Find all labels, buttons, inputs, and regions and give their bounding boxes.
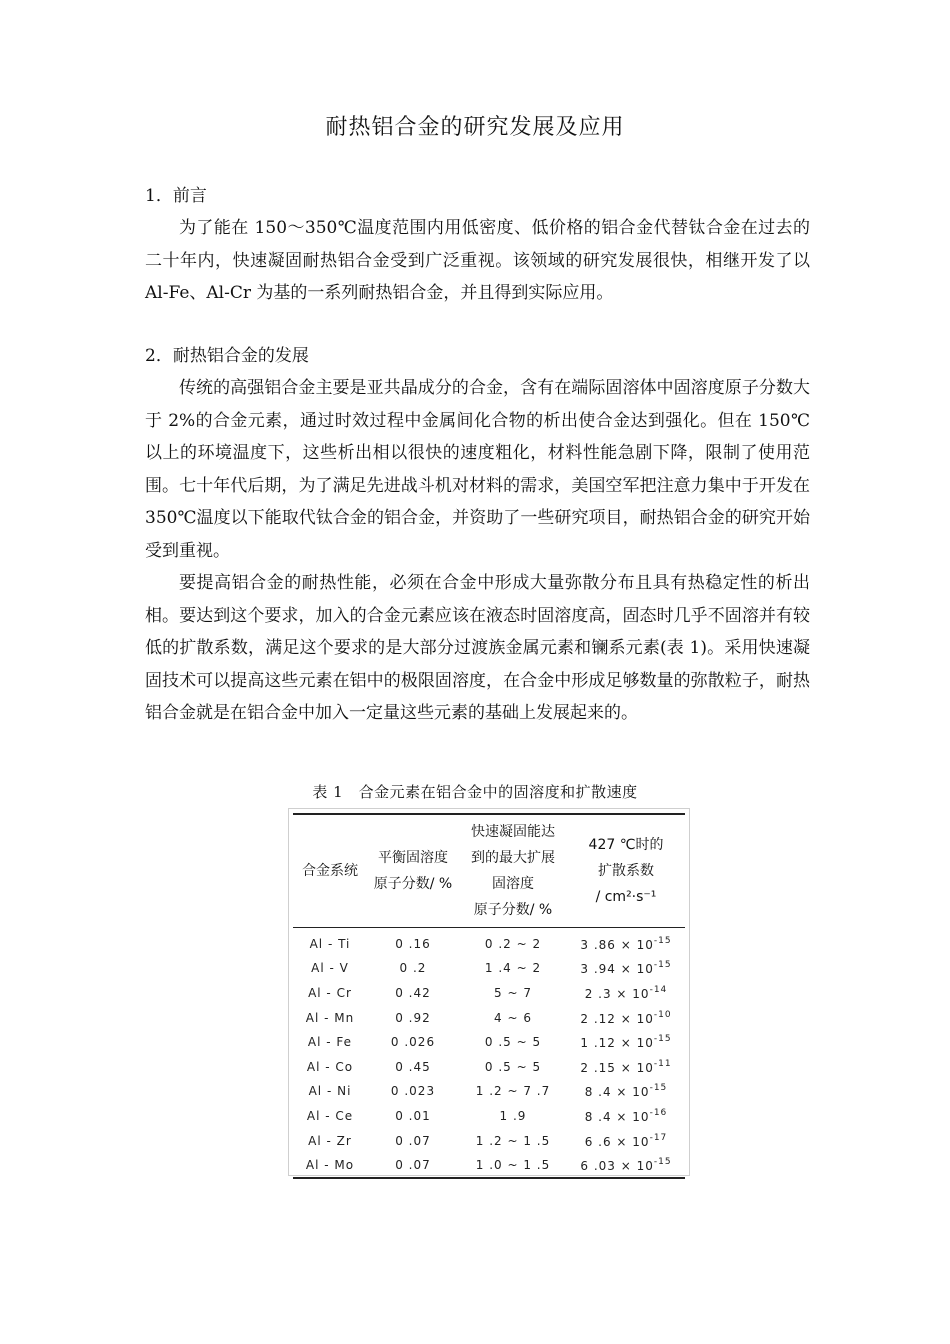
cell-diffusion xyxy=(567,1054,685,1079)
cell-system: Al - Fe xyxy=(307,1035,353,1050)
document-title: 耐热铝合金的研究发展及应用 xyxy=(325,115,625,140)
cell-rapid: 1 .9 xyxy=(499,1108,527,1123)
diffusion-exponent: -14 xyxy=(649,984,668,995)
cell-system: Al - Zr xyxy=(308,1133,352,1148)
cell-system: Al - Ni xyxy=(308,1084,352,1099)
cell-equilibrium: 0 .023 xyxy=(390,1084,436,1099)
cell-system: Al - Mo xyxy=(305,1158,355,1173)
cell-system: Al - Ce xyxy=(306,1108,354,1123)
cell-equilibrium: 0 .92 xyxy=(395,1010,431,1025)
cell-rapid: 0 .2 ~ 2 xyxy=(484,936,542,951)
cell-rapid: 5 ~ 7 xyxy=(494,985,532,1000)
cell-system: Al - Co xyxy=(306,1059,354,1074)
cell-system: Al - Ti xyxy=(309,936,351,951)
cell-equilibrium: 0 .07 xyxy=(395,1133,431,1148)
cell-rapid: 0 .5 ~ 5 xyxy=(484,1059,542,1074)
paragraph: 要提高铝合金的耐热性能，必须在合金中形成大量弥散分布且具有热稳定性的析出相。要达到这个要求，加入的合金元素应该在液态时固溶度高，固态时几乎不固溶并有较低的扩散系数，满足这个要求的是大部分过渡族金属元素和镧系元素(表 1)。采用快速凝固技术可以提高这些元素在铝中的极限固溶度，在合金中形成足够数量的弥散粒子，耐热铝合金就是在铝合金中加入一定量这些元素的基础上发展起来的。 xyxy=(145,573,810,723)
cell-diffusion xyxy=(567,981,685,1006)
header-text: 固溶度 xyxy=(492,875,534,892)
diffusion-mantissa: 6 .6 × 10 xyxy=(584,1134,650,1149)
header-text: 合金系统 xyxy=(302,862,358,879)
cell-diffusion xyxy=(567,956,685,981)
section-development xyxy=(145,340,810,730)
table-row xyxy=(293,981,685,1006)
diffusion-mantissa: 3 .86 × 10 xyxy=(580,937,654,952)
cell-rapid: 1 .4 ~ 2 xyxy=(484,961,542,976)
cell-equilibrium: 0 .45 xyxy=(395,1059,431,1074)
cell-rapid: 4 ~ 6 xyxy=(494,1010,532,1025)
cell-system: Al - V xyxy=(311,961,349,976)
table-row xyxy=(293,1054,685,1079)
header-alloy-system xyxy=(293,814,367,927)
diffusion-exponent: -17 xyxy=(649,1132,668,1143)
cell-rapid: 0 .5 ~ 5 xyxy=(484,1035,542,1050)
table-caption: 表 1 合金元素在铝合金中的固溶度和扩散速度 xyxy=(312,783,638,801)
table-row xyxy=(293,1128,685,1153)
cell-equilibrium: 0 .01 xyxy=(395,1108,431,1123)
cell-rapid: 1 .2 ~ 7 .7 xyxy=(475,1084,551,1099)
header-equilibrium-solubility xyxy=(367,814,459,927)
diffusion-exponent: -15 xyxy=(649,1083,668,1094)
table-header-row xyxy=(293,814,685,927)
diffusion-exponent: -16 xyxy=(649,1107,668,1118)
diffusion-mantissa: 2 .3 × 10 xyxy=(584,986,650,1001)
header-rapid-solidification xyxy=(459,814,567,927)
section-introduction xyxy=(145,180,810,310)
table-row xyxy=(293,1005,685,1030)
table-frame xyxy=(288,808,690,1176)
cell-system: Al - Mn xyxy=(305,1010,355,1025)
diffusion-exponent: -15 xyxy=(653,960,672,971)
cell-equilibrium: 0 .2 xyxy=(399,961,427,976)
header-text: / cm²·s⁻¹ xyxy=(595,888,657,905)
header-text: 快速凝固能达 xyxy=(471,823,555,840)
paragraph: 传统的高强铝合金主要是亚共晶成分的合金，含有在端际固溶体中固溶度原子分数大于 2%的合金元素，通过时效过程中金属间化合物的析出使合金达到强化。但在 150℃以上的环境温度下，这些析出相以很快的速度粗化，材料性能急剧下降，限制了使用范围。七十年代后期，为了满足先进战斗机对材料的需求，美国空军把注意力集中于开发在 350℃温度以下能取代钛合金的铝合金，并资助了一些研究项目，耐热铝合金的研究开始受到重视。 xyxy=(145,378,810,561)
cell-rapid: 1 .2 ~ 1 .5 xyxy=(475,1133,551,1148)
diffusion-mantissa: 1 .12 × 10 xyxy=(580,1036,654,1051)
table-row xyxy=(293,927,685,956)
table-row xyxy=(293,956,685,981)
diffusion-exponent: -15 xyxy=(653,935,672,946)
diffusion-mantissa: 2 .12 × 10 xyxy=(580,1011,654,1026)
header-diffusion-coefficient xyxy=(567,814,685,927)
cell-rapid: 1 .0 ~ 1 .5 xyxy=(475,1158,551,1173)
cell-equilibrium: 0 .026 xyxy=(390,1035,436,1050)
table-row xyxy=(293,1030,685,1055)
diffusion-mantissa: 8 .4 × 10 xyxy=(584,1109,650,1124)
header-text: 到的最大扩展 xyxy=(471,849,555,866)
cell-diffusion xyxy=(567,1005,685,1030)
diffusion-mantissa: 2 .15 × 10 xyxy=(580,1060,654,1075)
diffusion-exponent: -10 xyxy=(653,1009,672,1020)
diffusion-exponent: -15 xyxy=(653,1157,672,1168)
paragraph: 为了能在 150～350℃温度范围内用低密度、低价格的铝合金代替钛合金在过去的二十年内，快速凝固耐热铝合金受到广泛重视。该领域的研究发展很快，相继开发了以 Al-Fe、Al-Cr 为基的一系列耐热铝合金，并且得到实际应用。 xyxy=(145,218,810,303)
cell-diffusion xyxy=(567,1104,685,1129)
cell-system: Al - Cr xyxy=(308,985,352,1000)
section-heading: 1．前言 xyxy=(145,186,207,206)
diffusion-mantissa: 3 .94 × 10 xyxy=(580,962,654,977)
cell-diffusion xyxy=(567,1030,685,1055)
header-text: 平衡固溶度 xyxy=(378,849,448,866)
header-text: 原子分数/ % xyxy=(473,901,553,918)
diffusion-exponent: -15 xyxy=(653,1034,672,1045)
diffusion-mantissa: 8 .4 × 10 xyxy=(584,1085,650,1100)
table-row xyxy=(293,1079,685,1104)
diffusion-exponent: -11 xyxy=(653,1058,672,1069)
solubility-diffusion-table xyxy=(293,813,685,1179)
cell-diffusion xyxy=(567,1128,685,1153)
table-row xyxy=(293,1153,685,1179)
cell-equilibrium: 0 .16 xyxy=(395,936,431,951)
cell-diffusion xyxy=(567,1079,685,1104)
header-text: 原子分数/ % xyxy=(373,875,453,892)
cell-diffusion xyxy=(567,927,685,956)
table-row xyxy=(293,1104,685,1129)
header-text: 427 ℃时的 xyxy=(588,836,664,853)
header-text: 扩散系数 xyxy=(598,862,654,879)
cell-equilibrium: 0 .07 xyxy=(395,1158,431,1173)
diffusion-mantissa: 6 .03 × 10 xyxy=(580,1159,654,1174)
cell-equilibrium: 0 .42 xyxy=(395,985,431,1000)
section-heading: 2．耐热铝合金的发展 xyxy=(145,346,309,366)
cell-diffusion xyxy=(567,1153,685,1179)
